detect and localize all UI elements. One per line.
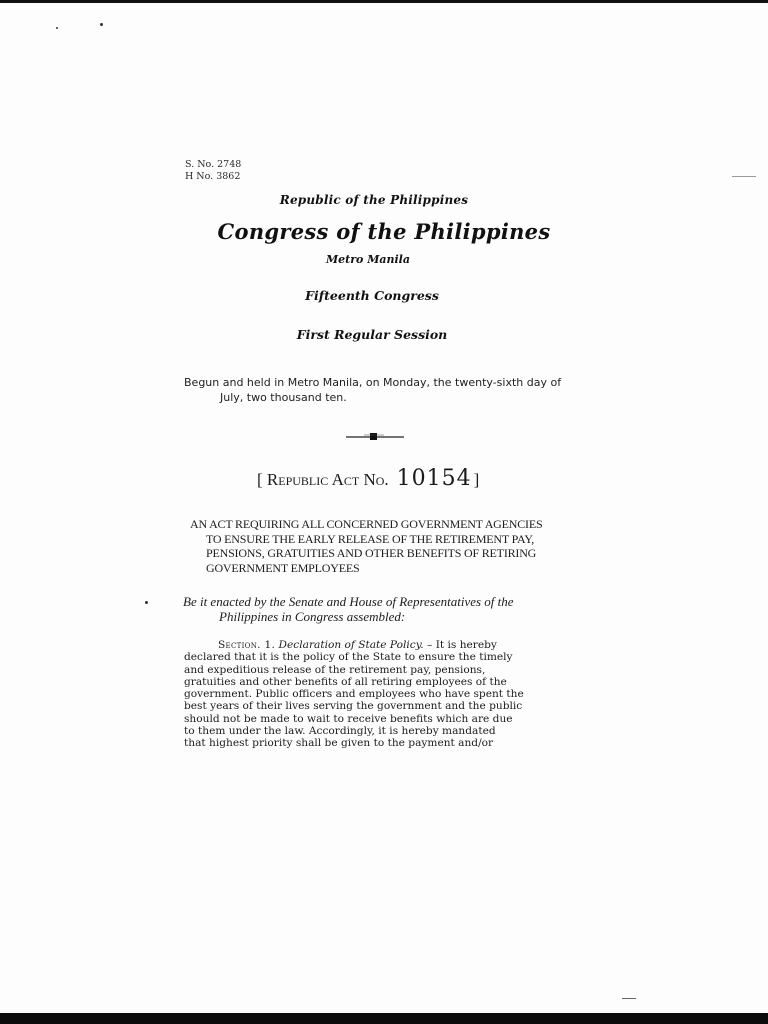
ra-number: 10154 [396, 466, 472, 491]
section-line: best years of their lives serving the government and the public [184, 700, 523, 713]
enacting-line-2: Philippines in Congress assembled: [219, 609, 406, 624]
scan-speck [145, 601, 148, 604]
divider-ornament [346, 430, 404, 442]
act-title [190, 517, 574, 575]
section-line: declared that it is the policy of the State to ensure the timely [184, 651, 513, 664]
enacting-clause [183, 594, 575, 624]
section-1-first-line [184, 639, 565, 651]
bill-numbers [185, 159, 241, 183]
scan-speck [100, 23, 103, 26]
scan-top-edge [0, 0, 768, 3]
congress-number-heading: Fifteenth Congress [305, 288, 439, 303]
scan-mark [622, 998, 636, 999]
ra-label: Republic Act No. [266, 470, 389, 489]
enacting-line-1: Be it enacted by the Senate and House of Representatives of the [183, 594, 514, 609]
scan-bottom-edge [0, 1013, 768, 1024]
section-line: government. Public officers and employees who have spent the [184, 688, 524, 701]
section-label: Section. 1. [218, 639, 276, 651]
begun-line-2: July, two thousand ten. [220, 391, 347, 404]
act-title-line: AN ACT REQUIRING ALL CONCERNED GOVERNMENT AGENCIES [190, 517, 543, 531]
section-line: to them under the law. Accordingly, it is hereby mandated [184, 725, 496, 738]
section-heading: Declaration of State Policy. [278, 639, 424, 651]
begun-line-1: Begun and held in Metro Manila, on Monday, the twenty-sixth day of [184, 376, 562, 389]
scan-speck [56, 27, 58, 29]
section-line: should not be made to wait to receive benefits which are due [184, 712, 513, 725]
city-heading: Metro Manila [325, 253, 410, 266]
house-bill-number: H No. 3862 [185, 171, 241, 182]
act-title-line: PENSIONS, GRATUITIES AND OTHER BENEFITS OF RETIRING [206, 546, 537, 560]
republic-heading: Republic of the Philippines [279, 193, 469, 207]
act-title-line: TO ENSURE THE EARLY RELEASE OF THE RETIREMENT PAY, [206, 531, 535, 546]
section-line: that highest priority shall be given to the payment and/or [184, 737, 494, 750]
session-heading: First Regular Session [296, 327, 448, 342]
act-title-line: GOVERNMENT EMPLOYEES [206, 560, 360, 575]
section-first-line-rest: – It is hereby [423, 639, 497, 651]
begun-clause [184, 375, 574, 405]
section-line: gratuities and other benefits of all retiring employees of the [184, 675, 507, 688]
ra-close-bracket: ] [473, 470, 480, 489]
ra-open-bracket: [ [257, 470, 267, 489]
congress-heading: Congress of the Philippines [217, 219, 551, 244]
section-1 [184, 639, 565, 750]
scan-mark [732, 176, 756, 177]
section-line: and expeditious release of the retirement pay, pensions, [184, 663, 486, 676]
republic-act-heading [257, 466, 479, 491]
senate-bill-number: S. No. 2748 [185, 159, 242, 170]
